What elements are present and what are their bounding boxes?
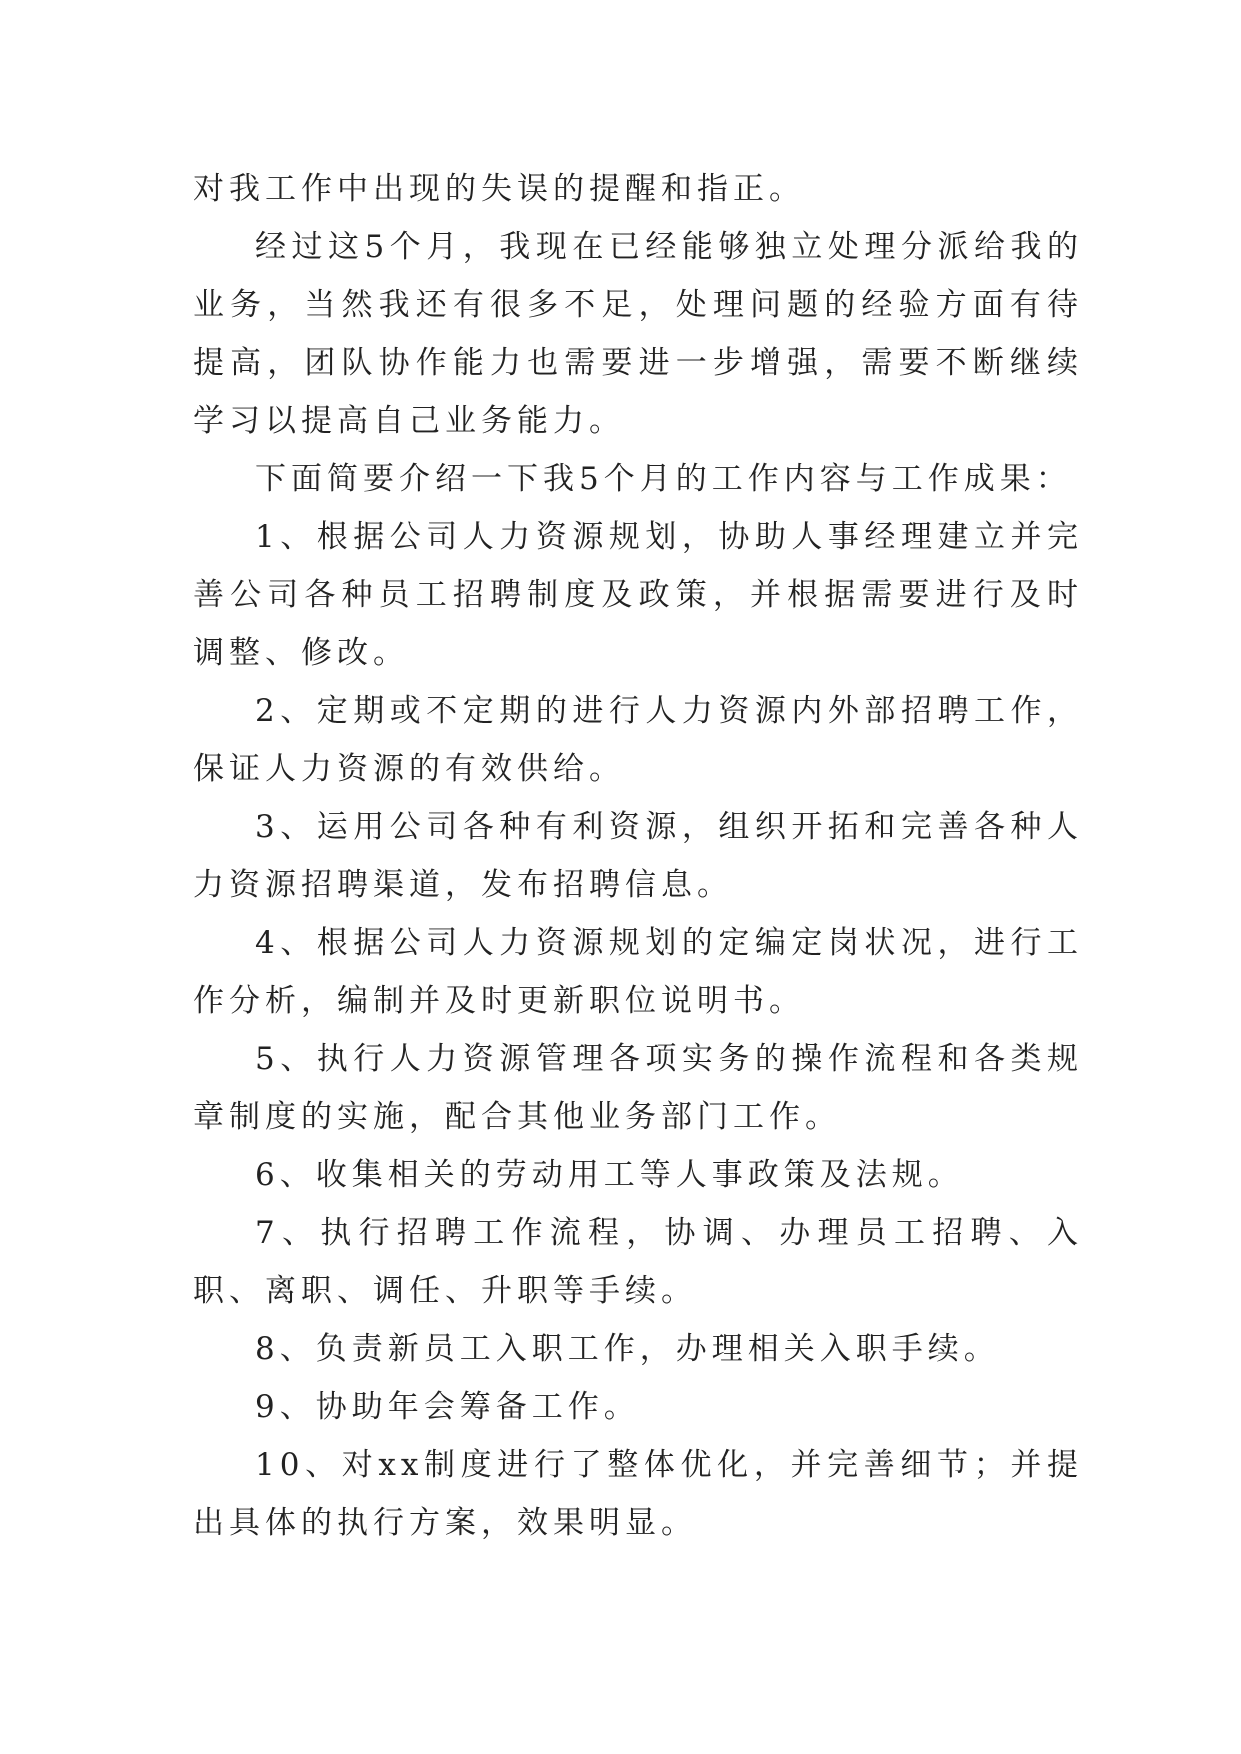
paragraph-progress-summary: 经过这5个月，我现在已经能够独立处理分派给我的业务，当然我还有很多不足，处理问题的经验方面有待提高，团队协作能力也需要进一步增强，需要不断继续学习以提高自己业务能力。 — [193, 229, 1083, 439]
paragraph-continuation: 对我工作中出现的失误的提醒和指正。 — [193, 171, 805, 207]
list-item: 10、对xx制度进行了整体优化，并完善细节；并提出具体的执行方案，效果明显。 — [193, 1447, 1083, 1541]
paragraph-intro: 下面简要介绍一下我5个月的工作内容与工作成果： — [255, 461, 1072, 497]
list-item: 4、根据公司人力资源规划的定编定岗状况，进行工作分析，编制并及时更新职位说明书。 — [193, 925, 1083, 1019]
document-body — [193, 160, 1083, 1552]
list-item: 7、执行招聘工作流程，协调、办理员工招聘、入职、离职、调任、升职等手续。 — [193, 1215, 1083, 1309]
list-item: 6、收集相关的劳动用工等人事政策及法规。 — [255, 1157, 964, 1193]
list-item: 3、运用公司各种有利资源，组织开拓和完善各种人力资源招聘渠道，发布招聘信息。 — [193, 809, 1083, 903]
list-item: 5、执行人力资源管理各项实务的操作流程和各类规章制度的实施，配合其他业务部门工作。 — [193, 1041, 1083, 1135]
list-item: 2、定期或不定期的进行人力资源内外部招聘工作，保证人力资源的有效供给。 — [193, 693, 1083, 787]
list-item: 1、根据公司人力资源规划，协助人事经理建立并完善公司各种员工招聘制度及政策，并根据需要进行及时调整、修改。 — [193, 519, 1083, 671]
list-item: 9、协助年会筹备工作。 — [255, 1389, 640, 1425]
list-item: 8、负责新员工入职工作，办理相关入职手续。 — [255, 1331, 1000, 1367]
